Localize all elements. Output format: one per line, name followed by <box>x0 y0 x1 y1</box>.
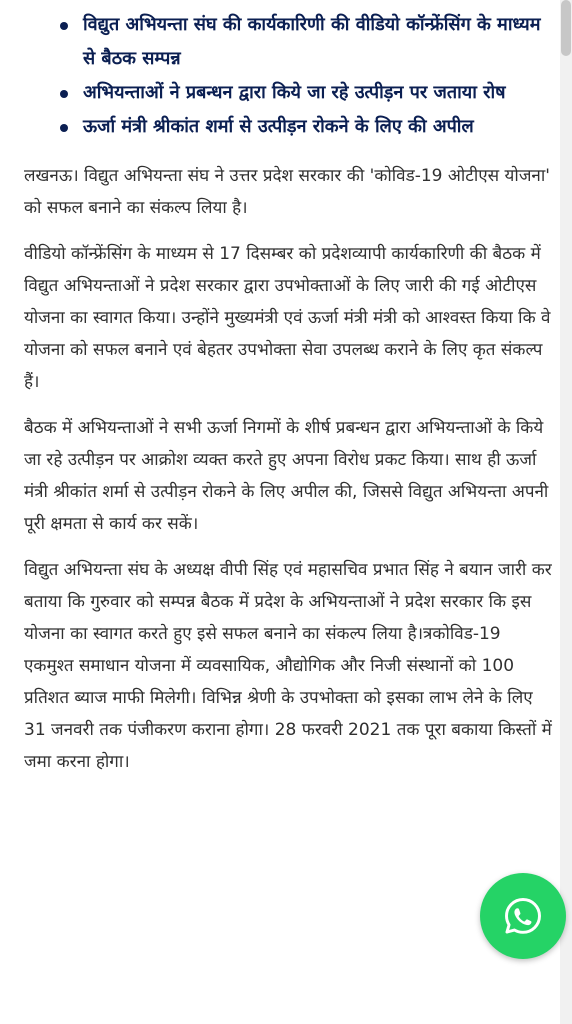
highlight-item <box>24 110 552 144</box>
highlight-text: अभियन्ताओं ने प्रबन्धन द्वारा किये जा रहे उत्पीड़न पर जताया रोष <box>83 82 506 103</box>
article-paragraph: विद्युत अभियन्ता संघ के अध्यक्ष वीपी सिंह एवं महासचिव प्रभात सिंह ने बयान जारी कर बताया कि गुरुवार को सम्पन्न बैठक में प्रदेश के अभियन्ताओं ने प्रदेश सरकार कि इस योजना का स्वागत करते हुए इसे सफल बनाने का संकल्प लिया है।त्रकोविड-19 एकमुश्त समाधान योजना में व्यवसायिक, औद्योगिक और निजी संस्थानों को 100 प्रतिशत ब्याज माफी मिलेगी। विभिन्न श्रेणी के उपभोक्ता को इसका लाभ लेने के लिए 31 जनवरी तक पंजीकरण कराना होगा। 28 फरवरी 2021 तक पूरा बकाया किस्तों में जमा करना होगा। <box>24 560 552 772</box>
article-content <box>24 8 552 792</box>
scrollbar-thumb[interactable] <box>561 0 571 56</box>
article-paragraph: वीडियो कॉन्फ्रेंसिंग के माध्यम से 17 दिसम्बर को प्रदेशव्यापी कार्यकारिणी की बैठक में विद्युत अभियन्ताओं ने प्रदेश सरकार द्वारा उपभोक्ताओं के लिए जारी की गई ओटीएस योजना का स्वागत किया। उन्होंने मुख्यमंत्री एवं ऊर्जा मंत्री मंत्री को आश्वस्त किया कि वे योजना को सफल बनाने एवं बेहतर उपभोक्ता सेवा उपलब्ध कराने के लिए कृत संकल्प हैं। <box>24 244 551 392</box>
highlight-item <box>24 8 552 76</box>
article-paragraph: बैठक में अभियन्ताओं ने सभी ऊर्जा निगमों के शीर्ष प्रबन्धन द्वारा अभियन्ताओं के किये जा रहे उत्पीड़न पर आक्रोश व्यक्त करते हुए अपना विरोध प्रकट किया। साथ ही ऊर्जा मंत्री श्रीकांत शर्मा से उत्पीड़न रोकने के लिए अपील की, जिससे विद्युत अभियन्ता अपनी पूरी क्षमता से कार्य कर सकें। <box>24 418 549 534</box>
article-paragraph: लखनऊ। विद्युत अभियन्ता संघ ने उत्तर प्रदेश सरकार की 'कोविड-19 ओटीएस योजना' को सफल बनाने का संकल्प लिया है। <box>24 166 550 218</box>
bullet-icon <box>60 124 68 132</box>
whatsapp-icon <box>501 894 545 938</box>
bullet-icon <box>60 22 68 30</box>
highlight-text: विद्युत अभियन्ता संघ की कार्यकारिणी की वीडियो कॉन्फ्रेंसिंग के माध्यम से बैठक सम्पन्न <box>83 14 541 69</box>
scrollbar[interactable] <box>560 0 572 1024</box>
bullet-icon <box>60 90 68 98</box>
highlights-list <box>24 8 552 144</box>
whatsapp-share-button[interactable] <box>480 873 566 959</box>
highlight-text: ऊर्जा मंत्री श्रीकांत शर्मा से उत्पीड़न रोकने के लिए की अपील <box>83 116 474 137</box>
highlight-item <box>24 76 552 110</box>
